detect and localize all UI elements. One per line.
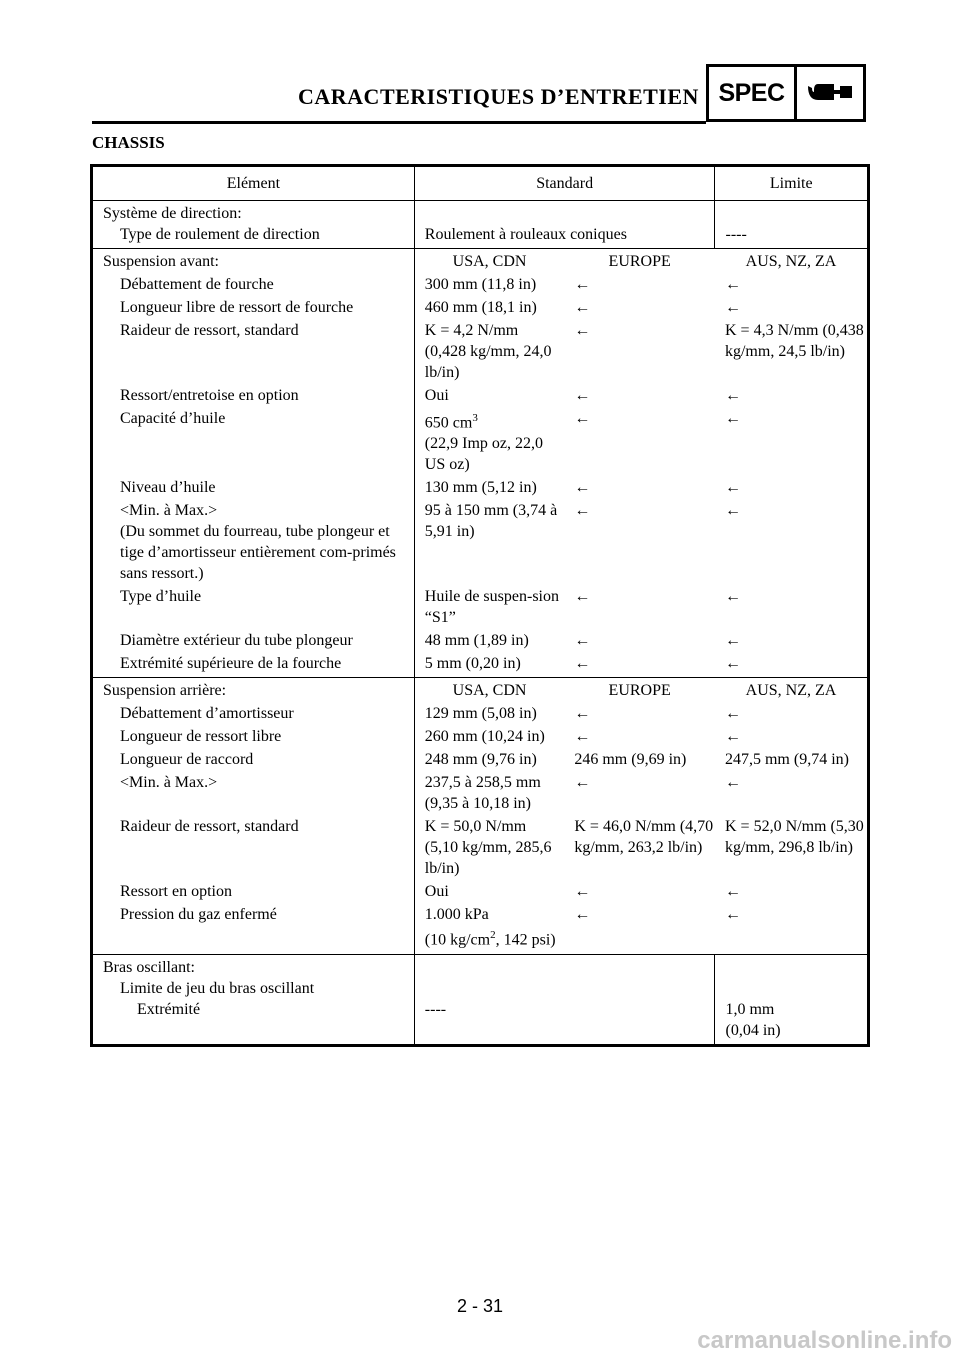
row-value-europe: ← (574, 387, 591, 404)
row-value-usa: 650 $cm^3$ (22,9 Imp oz, 22,0 US oz) (414, 406, 564, 475)
row-value-usa: 1.000 kPa (10 $kg/cm^2$, 142 psi) (414, 902, 564, 954)
table-row (92, 999, 869, 1046)
row-label: Extrémité (137, 1000, 201, 1018)
header-element: Elément (92, 166, 415, 201)
row-label: Limite de jeu du bras oscillant (120, 979, 315, 997)
row-value-europe: ← (574, 588, 591, 606)
row-label: Débattement de fourche (120, 276, 274, 293)
table-row (92, 678, 869, 702)
row-value-aus: ← (724, 705, 741, 723)
row-value-aus: ← (724, 906, 741, 924)
table-row (92, 201, 869, 225)
row-label: Raideur de ressort, standard (120, 322, 299, 339)
spec-label: SPEC (709, 67, 797, 119)
row-value-europe: ← (574, 655, 591, 673)
row-value-usa: 260 mm (10,24 in) (414, 724, 564, 747)
table-row (92, 406, 869, 475)
table-row (92, 272, 869, 295)
region-label: EUROPE (564, 249, 715, 273)
table-row (92, 954, 869, 978)
row-label: Débattement d’amortisseur (120, 705, 294, 723)
table-row (92, 978, 869, 999)
table-row (92, 318, 869, 383)
spec-badge (706, 64, 866, 122)
table-row (92, 295, 869, 318)
row-value-europe: ← (574, 705, 591, 723)
row-label: Ressort/entretoise en option (120, 387, 299, 404)
row-value-aus: ← (724, 276, 741, 293)
row-value-europe: ← (574, 410, 591, 427)
row-value-aus: ← (724, 883, 741, 901)
row-value-usa: 48 mm (1,89 in) (414, 628, 564, 651)
row-value: Roulement à rouleaux coniques (414, 224, 715, 249)
row-value-usa: 460 mm (18,1 in) (414, 295, 564, 318)
table-row (92, 879, 869, 902)
header-limit: Limite (715, 166, 869, 201)
row-label: Ressort en option (120, 883, 232, 901)
row-value-europe: ← (574, 502, 591, 520)
row-value-usa: K = 50,0 N/mm (5,10 kg/mm, 285,6 lb/in) (414, 814, 564, 879)
table-row (92, 584, 869, 628)
row-value-aus: ← (724, 774, 741, 792)
row-value-europe: ← (574, 774, 591, 792)
row-value-europe: 246 mm (9,69 in) (574, 751, 687, 769)
watermark: carmanualsonline.info (697, 1327, 952, 1354)
row-value-usa: Oui (414, 879, 564, 902)
group-title-swingarm: Bras oscillant: (92, 954, 415, 978)
region-label: AUS, NZ, ZA (715, 678, 869, 702)
page-header-title: CARACTERISTIQUES D’ENTRETIEN (298, 84, 699, 109)
row-value-usa: Oui (414, 383, 564, 406)
row-value-aus: 247,5 mm (9,74 in) (724, 751, 849, 769)
region-label: USA, CDN (414, 249, 564, 273)
row-value-aus: ← (724, 632, 741, 650)
table-row (92, 770, 869, 814)
row-value-aus: ← (724, 387, 741, 404)
row-label: Longueur de raccord (120, 751, 254, 769)
page-number: 2 - 31 (456, 1296, 504, 1316)
row-value-usa: 129 mm (5,08 in) (414, 701, 564, 724)
row-value-europe: ← (574, 479, 591, 497)
row-value-europe: ← (574, 322, 591, 339)
row-value-aus: ← (724, 299, 741, 316)
row-value-europe: K = 46,0 N/mm (4,70 kg/mm, 263,2 lb/in) (574, 818, 714, 857)
row-value-usa: Huile de suspen-sion “S1” (414, 584, 564, 628)
table-row (92, 701, 869, 724)
row-value-aus: K = 4,3 N/mm (0,438 kg/mm, 24,5 lb/in) (724, 322, 864, 360)
table-header-row (92, 166, 869, 201)
table-row (92, 249, 869, 273)
row-label: <Min. à Max.> (Du sommet du fourreau, tube plongeur et tige d’amortisseur entièrement com-primés sans ressort.) (120, 502, 396, 583)
table-row (92, 475, 869, 498)
region-label: AUS, NZ, ZA (715, 249, 869, 273)
row-value-aus: ← (724, 502, 741, 520)
row-limit: ---- (715, 224, 869, 249)
region-label: EUROPE (564, 678, 715, 702)
row-limit: 1,0 mm (0,04 in) (715, 999, 869, 1046)
table-row (92, 383, 869, 406)
table-row (92, 224, 869, 249)
row-value-europe: ← (574, 632, 591, 650)
group-title-rear: Suspension arrière: (92, 678, 415, 702)
header-rule (92, 121, 706, 124)
row-label: Raideur de ressort, standard (120, 818, 299, 836)
row-value-usa: 95 à 150 mm (3,74 à 5,91 in) (414, 498, 564, 584)
table-row (92, 724, 869, 747)
table-row (92, 498, 869, 584)
row-label: Diamètre extérieur du tube plongeur (120, 632, 353, 650)
row-value-aus: ← (724, 728, 741, 746)
row-value-usa: 248 mm (9,76 in) (414, 747, 564, 770)
row-value-aus: ← (724, 655, 741, 673)
region-label: USA, CDN (414, 678, 564, 702)
row-value-europe: ← (574, 728, 591, 746)
table-row (92, 747, 869, 770)
table-row (92, 651, 869, 678)
table-row (92, 814, 869, 879)
group-title-front: Suspension avant: (92, 249, 415, 273)
spec-table (90, 164, 870, 1047)
group-title-direction: Système de direction: (103, 205, 242, 222)
row-value-usa: 237,5 à 258,5 mm (9,35 à 10,18 in) (414, 770, 564, 814)
row-label: <Min. à Max.> (120, 774, 218, 792)
row-value-europe: ← (574, 299, 591, 316)
row-label: Type de roulement de direction (120, 226, 320, 243)
table-row (92, 902, 869, 954)
row-label: Pression du gaz enfermé (120, 906, 277, 924)
row-value-usa: K = 4,2 N/mm (0,428 kg/mm, 24,0 lb/in) (414, 318, 564, 383)
row-value-usa: 5 mm (0,20 in) (414, 651, 564, 678)
row-label: Niveau d’huile (120, 479, 216, 497)
row-value-europe: ← (574, 883, 591, 901)
row-value-europe: ← (574, 906, 591, 924)
row-label: Type d’huile (120, 588, 202, 606)
section-title: CHASSIS (92, 133, 165, 152)
row-value-usa: 300 mm (11,8 in) (414, 272, 564, 295)
row-label: Longueur libre de ressort de fourche (120, 299, 354, 316)
row-label: Extrémité supérieure de la fourche (120, 655, 342, 673)
row-label: Capacité d’huile (120, 410, 226, 427)
row-value-aus: ← (724, 479, 741, 497)
row-value: ---- (414, 999, 715, 1046)
header-standard: Standard (414, 166, 715, 201)
row-value-aus: ← (724, 588, 741, 606)
row-label: Longueur de ressort libre (120, 728, 282, 746)
row-value-europe: ← (574, 276, 591, 293)
row-value-aus: K = 52,0 N/mm (5,30 kg/mm, 296,8 lb/in) (724, 818, 864, 857)
row-value-aus: ← (724, 410, 741, 427)
table-row (92, 628, 869, 651)
wrench-icon (797, 67, 863, 119)
row-value-usa: 130 mm (5,12 in) (414, 475, 564, 498)
